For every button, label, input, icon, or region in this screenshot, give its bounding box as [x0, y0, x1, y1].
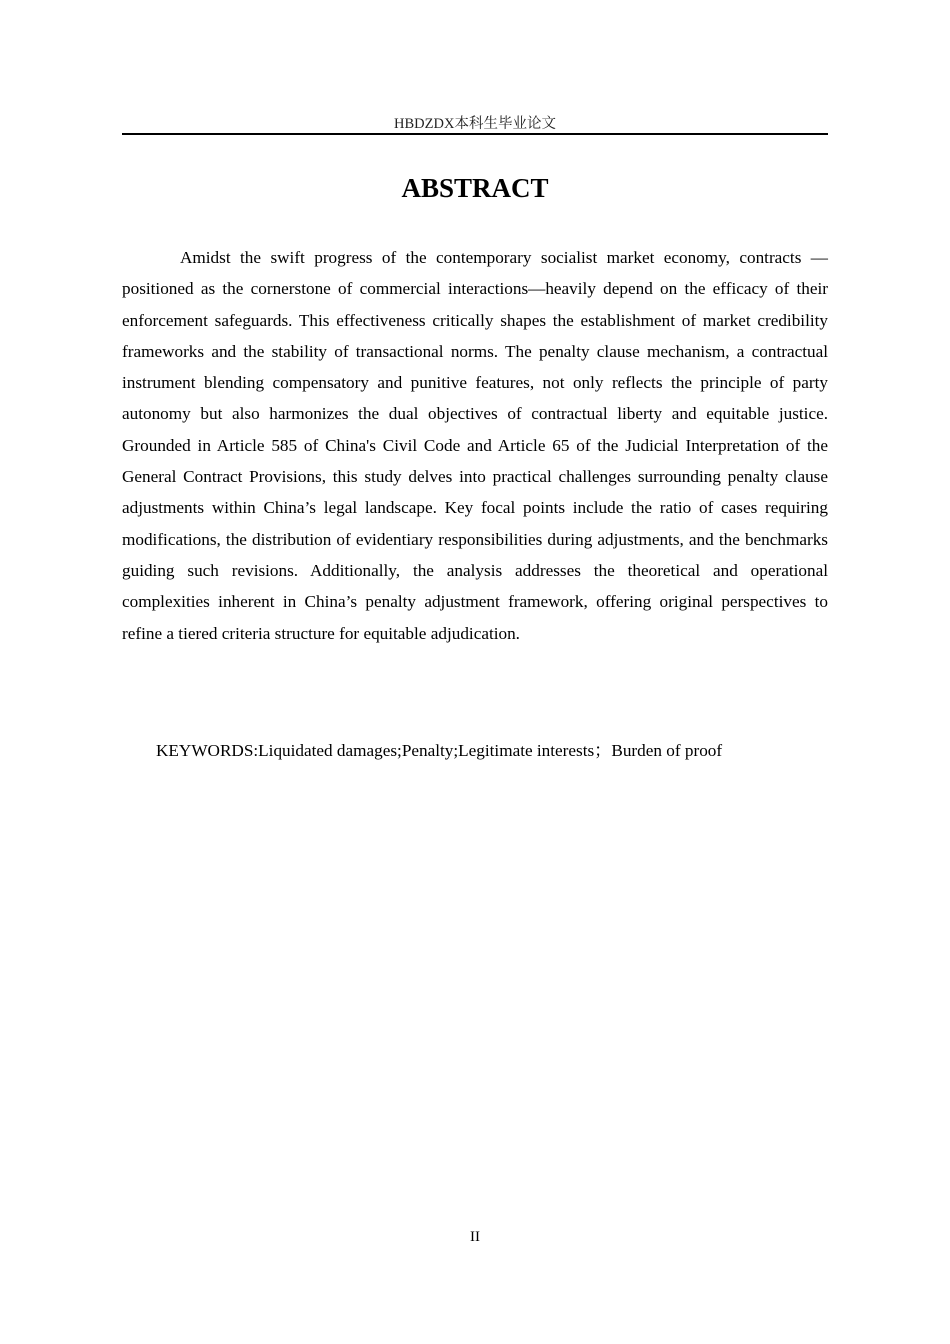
- running-header: HBDZDX本科生毕业论文: [394, 116, 556, 132]
- abstract-body: Amidst the swift progress of the contemporary socialist market economy, contracts —positioned as the cornerstone of commercial interactions—heavily depend on the efficacy of their enforcement safeguards. This effectiveness critically shapes the establishment of market credibility frameworks and the stability of transactional norms. The penalty clause mechanism, a contractual instrument blending compensatory and punitive features, not only reflects the principle of party autonomy but also harmonizes the dual objectives of contractual liberty and equitable justice. Grounded in Article 585 of China's Civil Code and Article 65 of the Judicial Interpretation of the General Contract Provisions, this study delves into practical challenges surrounding penalty clause adjustments within China’s legal landscape. Key focal points include the ratio of cases requiring modifications, the distribution of evidentiary responsibilities during adjustments, and the benchmarks guiding such revisions. Additionally, the analysis addresses the theoretical and operational complexities inherent in China’s penalty adjustment framework, offering original perspectives to refine a tiered criteria structure for equitable adjudication.: [122, 248, 828, 643]
- keywords-line: KEYWORDS:Liquidated damages;Penalty;Legitimate interests；Burden of proof: [156, 741, 723, 760]
- page-number: II: [470, 1229, 480, 1245]
- header-rule: [122, 133, 828, 135]
- abstract-heading: ABSTRACT: [401, 173, 549, 203]
